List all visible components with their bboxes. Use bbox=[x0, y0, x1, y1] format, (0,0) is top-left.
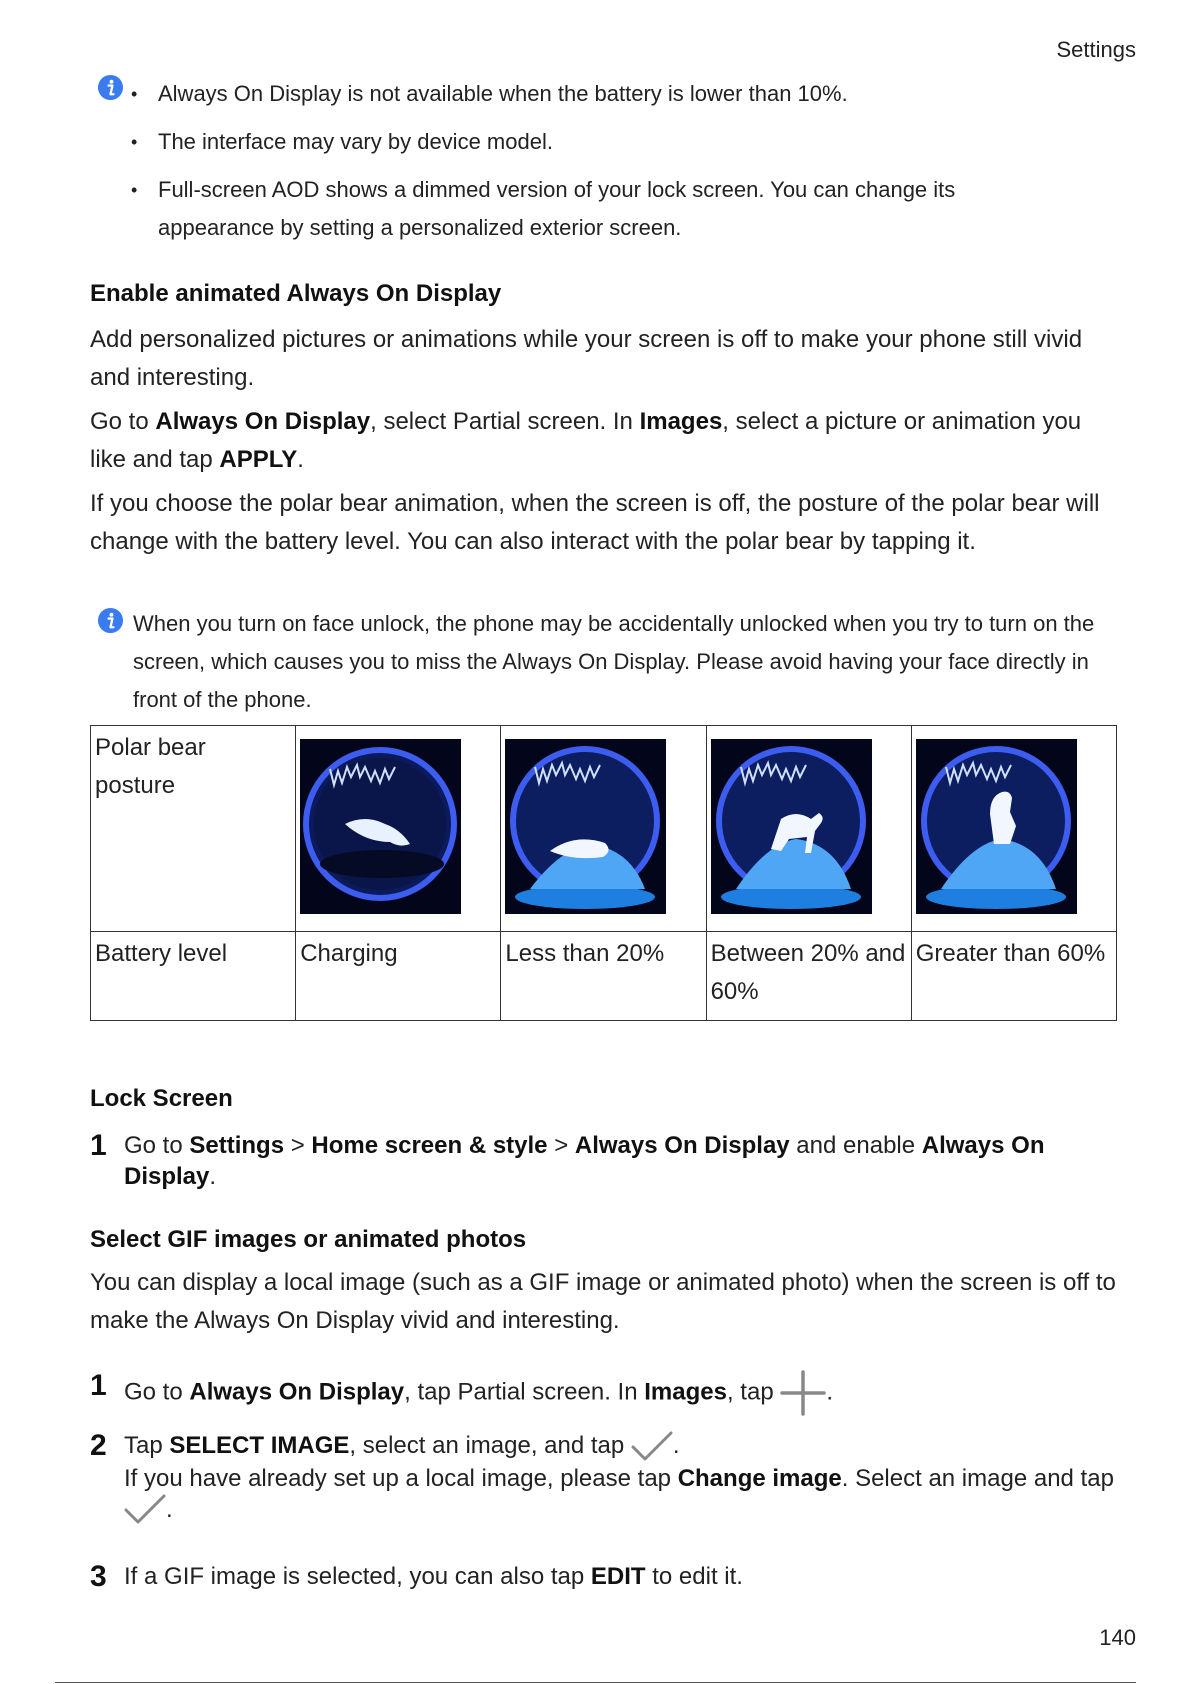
footer-divider bbox=[55, 1682, 1136, 1683]
polar-bear-low-battery-image bbox=[505, 739, 666, 914]
step-number: 2 bbox=[90, 1429, 107, 1462]
battery-level-mid: Between 20% and 60% bbox=[710, 940, 906, 1005]
note-item: • Full-screen AOD shows a dimmed version of your lock screen. You can change its appearance by setting a personalized exterior screen. bbox=[131, 177, 956, 240]
table-cell bbox=[296, 932, 501, 1021]
lock-screen-step-1 bbox=[90, 1130, 1130, 1192]
battery-level-charging: Charging bbox=[300, 940, 398, 967]
info-icon bbox=[97, 607, 124, 634]
note-item: • The interface may vary by device model. bbox=[131, 129, 553, 154]
table-cell bbox=[706, 726, 911, 932]
note-item: • Always On Display is not available when the battery is lower than 10%. bbox=[131, 81, 848, 106]
polar-bear-mid-battery-image bbox=[711, 739, 872, 914]
animated-instructions: Go to Always On Display, select Partial screen. In Images, select a picture or animation you like and tap APPLY. bbox=[90, 408, 1082, 473]
table-cell bbox=[296, 726, 501, 932]
table-cell bbox=[501, 726, 706, 932]
step-text: Tap SELECT IMAGE, select an image, and tap . If you have already set up a local image, please tap Change image. Select an image and tap . bbox=[124, 1430, 1130, 1526]
table-cell bbox=[91, 726, 296, 932]
step-number: 1 bbox=[90, 1369, 107, 1402]
polar-bear-charging-image bbox=[300, 739, 461, 914]
gif-step-3 bbox=[90, 1561, 1130, 1592]
animated-intro: Add personalized pictures or animations while your screen is off to make your phone still vivid and interesting. bbox=[90, 326, 1083, 391]
polar-bear-description: If you choose the polar bear animation, when the screen is off, the posture of the polar bear will change with the battery level. You can also interact with the polar bear by tapping it. bbox=[90, 490, 1100, 555]
gif-step-2 bbox=[90, 1430, 1130, 1526]
table-row bbox=[91, 726, 1117, 932]
note-text: Always On Display is not available when the battery is lower than 10%. bbox=[158, 81, 848, 106]
lock-screen-heading: Lock Screen bbox=[90, 1085, 233, 1112]
battery-level-high: Greater than 60% bbox=[915, 940, 1106, 967]
table-cell bbox=[501, 932, 706, 1021]
info-icon bbox=[97, 74, 124, 101]
step-text: If a GIF image is selected, you can also tap EDIT to edit it. bbox=[124, 1563, 743, 1590]
polar-bear-high-battery-image bbox=[916, 739, 1077, 914]
row-label-battery: Battery level bbox=[95, 940, 228, 967]
table-row bbox=[91, 932, 1117, 1021]
table-cell bbox=[91, 932, 296, 1021]
notes-list bbox=[131, 75, 1031, 257]
step-number: 3 bbox=[90, 1560, 107, 1593]
gif-step-1 bbox=[90, 1370, 1130, 1416]
gif-heading: Select GIF images or animated photos bbox=[90, 1226, 527, 1253]
table-cell bbox=[911, 726, 1116, 932]
page-number: 140 bbox=[1099, 1625, 1136, 1650]
polar-bear-table bbox=[90, 725, 1117, 1021]
add-icon bbox=[780, 1370, 826, 1416]
step-text: Go to Settings > Home screen & style > Always On Display and enable Always On Display. bbox=[124, 1132, 1045, 1190]
row-label-posture: Polar bear posture bbox=[95, 734, 206, 799]
check-icon bbox=[124, 1494, 166, 1526]
gif-intro: You can display a local image (such as a GIF image or animated photo) when the screen is off to make the Always On Display vivid and interesting. bbox=[90, 1269, 1116, 1334]
header-section-title: Settings bbox=[1056, 37, 1136, 62]
note-text: Full-screen AOD shows a dimmed version of your lock screen. You can change its appearance by setting a personalized exterior screen. bbox=[158, 177, 956, 240]
face-unlock-note: When you turn on face unlock, the phone may be accidentally unlocked when you try to turn on the screen, which causes you to miss the Always On Display. Please avoid having your face directly in front of the phone. bbox=[133, 611, 1095, 712]
step-text: Go to Always On Display, tap Partial screen. In Images, tap . bbox=[124, 1370, 1130, 1416]
table-cell bbox=[706, 932, 911, 1021]
step-number: 1 bbox=[90, 1129, 107, 1162]
check-icon bbox=[631, 1431, 673, 1463]
animated-aod-heading: Enable animated Always On Display bbox=[90, 280, 502, 307]
table-cell bbox=[911, 932, 1116, 1021]
note-text: The interface may vary by device model. bbox=[158, 129, 553, 154]
battery-level-low: Less than 20% bbox=[505, 940, 665, 967]
